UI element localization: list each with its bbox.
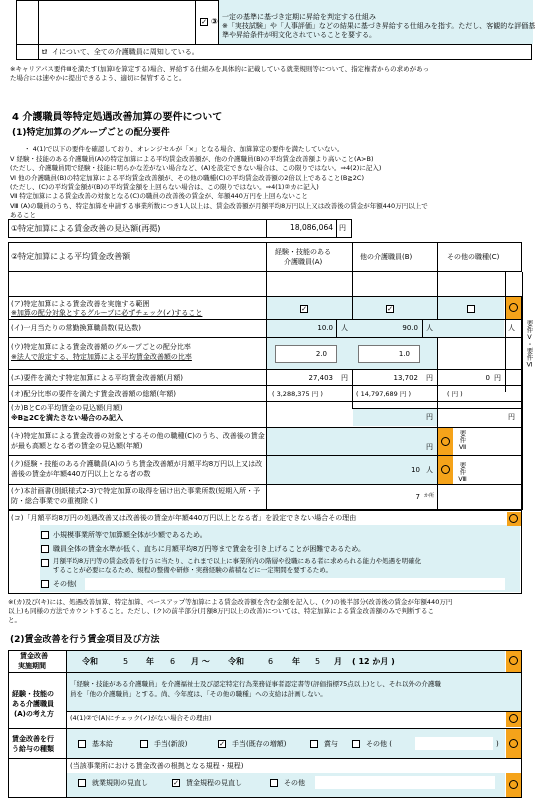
row-o-label: (オ)配分比率の要件を満たす賃金改善額の総額(年額) (11, 390, 176, 398)
row-a-check-A[interactable]: ✓ (301, 305, 307, 313)
req-line-0: ・ 4(1)で以下の要件を確認しており、オレンジセルが「×」となる場合、加算算定の要件を満たしていない。 (24, 145, 344, 153)
rule-other: その他 (284, 779, 305, 787)
colA-head-2: 介護職員(A) (284, 258, 323, 266)
concept-label-3: (A)の考え方 (14, 710, 54, 718)
item-other-close: ) (496, 740, 499, 748)
req-line-5: Ⅶ 特定加算による賃金改善の対象となる(C)の職員の改善後の賃金が、年額440万円を上回らないこと (10, 192, 308, 200)
period-label-1: 賃金改善 (20, 652, 48, 660)
row-i-label: (イ)一月当たりの常勤換算職員数(見込数) (11, 324, 141, 332)
item3-line1: 一定の基準に基づき定期に昇給を判定する仕組み (222, 13, 376, 21)
row-ko-label: (コ)「月額平均8万円の処遇改善又は改善後の賃金が年額440万円以上となる者」を設定できない場合その理由 (11, 514, 357, 522)
row-ki-cell (267, 428, 437, 455)
colA-head-1: 経験・技能のある (275, 248, 331, 256)
items-label-1: 賃金改善を行 (12, 735, 54, 743)
row-e-A: 27,403 (308, 374, 333, 382)
period-era2: 令和 (228, 657, 244, 666)
period-mlbl2: 月 (334, 657, 342, 666)
row-ku-2: 善後の賃金が年額440万円以上となる者の数 (11, 470, 151, 478)
sub1-title: (1)特定加算のグループごとの配分要件 (12, 128, 170, 138)
items-ok-icon (509, 739, 518, 748)
row-a-ok-icon (509, 303, 518, 312)
ko-option4: その他( (53, 580, 77, 588)
row-e-C: 0 (485, 374, 490, 382)
row1-value: 18,086,064 (290, 223, 333, 232)
row-a-2: ※加算の配分対象とするグループに必ずチェック(✓)すること (11, 309, 203, 317)
row-a-1: (ア)特定加算による賃金改善を実施する範囲 (11, 300, 150, 308)
req-line-2: (ただし、介護職員間で経験・技能に明らかな差がない場合など、(A)を設定できない場合は、この限りではない。⇒4(2)に記入) (10, 164, 382, 172)
career-note-1: ※キャリアパス要件Ⅲを満たす(加算Ⅰを算定する)場合、昇給する仕組みを具体的に記載している就業規則等について、指定権者からの求めがあっ (10, 65, 430, 73)
concept-ok-icon (509, 714, 518, 723)
row-a-check-B[interactable]: ✓ (387, 305, 393, 313)
period-m2: 5 (315, 657, 321, 666)
row2-label: ②特定加算による平均賃金改善額 (11, 252, 131, 261)
row-ki-1: (キ)特定加算による賃金改善の対象とするその他の職種(C)のうち、改善後の賃金 (11, 432, 265, 440)
row-ku-ok-icon (441, 465, 450, 474)
row-ki-2: が最も高額となる者の賃金の見込額(年額) (11, 442, 143, 450)
item-new-allow-check[interactable] (140, 740, 148, 748)
row1-unit: 円 (339, 224, 346, 232)
req-line-6: Ⅷ (A)の職員のうち、特定加算を申請する事業所数につき1人以上は、賃金改善額が月額平均8万円以上又は改善後の賃金が年額440万円以上で (10, 202, 428, 210)
row-ke-value: 7 (415, 493, 420, 501)
ko-option2: 職員全体の賃金水準が低く、直ちに月額平均8万円等まで賃金を引き上げることが困難であるため。 (53, 545, 366, 553)
item-other: その他 ( (366, 740, 392, 748)
row-ku-value: 10 (411, 466, 420, 474)
side-req-viii: 要件Ⅷ (458, 462, 467, 483)
item-bonus: 賞与 (324, 740, 338, 748)
footnote-3: と。 (8, 616, 21, 624)
period-y1: 5 (123, 657, 129, 666)
row-o-A: ( 3,288,375 円 ) (272, 390, 323, 398)
ko-option3-b: することが必要になるため、規程の整備や研修・実務経験の蓄積などに一定期間を要するため。 (53, 566, 332, 574)
section4-title: 4 介護職員等特定処遇改善加算の要件について (12, 112, 223, 123)
row-ko-ok-icon (509, 514, 518, 523)
footnote-1: ※(カ)及び(キ)には、処遇改善加算、特定加算、ベースアップ等加算による賃金改善額を含む金額を記入し、(ク)の後半部分(改善後の賃金が年額440万円 (8, 598, 453, 606)
row-ke-2: 防・総合事業での重複除く) (11, 497, 98, 505)
row-e-B-unit: 円 (426, 374, 433, 382)
footnote-2: 以上)も同様の方法でカウントすること。ただし、(ク)の前半部分(月額8万円以上の改善)については、特定加算による賃金改善額のみで判断するこ (8, 607, 434, 615)
row-ka-1: (カ)BとCの平均賃金の見込額(月額) (11, 404, 123, 412)
row-ki-ok-icon (441, 437, 450, 446)
period-ylbl1: 年 (146, 657, 154, 666)
ro-label: ロ (41, 48, 48, 56)
row-u-B: 1.0 (398, 350, 410, 358)
row-ku-unit: 人 (426, 466, 433, 474)
period-era1: 令和 (82, 657, 98, 666)
period-y2: 6 (268, 657, 274, 666)
period-m1: 6 (170, 657, 176, 666)
item-exist-allow-check[interactable]: ✓ (219, 740, 225, 748)
period-mlbl1: 月 〜 (191, 657, 210, 666)
row1-label: ①特定加算による賃金改善の見込額(再掲) (11, 224, 161, 233)
row-u-2: ※法人で設定する、特定加算による平均賃金改善額の比率 (11, 353, 192, 361)
ko-option1: 小規模事業所等で加算額全体が少額であるため。 (53, 531, 207, 539)
req-line-4: (ただし、(C)の平均賃金額が(B)の平均賃金額を上回らない場合は、この限りではない。⇒4(1)②カに記入) (10, 183, 319, 191)
req-line-1: Ⅴ 経験・技能のある介護職員(A)の特定加算による平均賃金改善額が、他の介護職員(B)の平均賃金改善額より高いこと(A>B) (10, 155, 374, 163)
row-i-B: 90.0 (402, 324, 418, 332)
colC-head: その他の職種(C) (447, 253, 500, 261)
item-basic: 基本給 (92, 740, 113, 748)
items-label-2: う給与の種類 (12, 745, 54, 753)
row-o-B: ( 14,797,689 円 ) (356, 390, 411, 398)
ko-option4-check[interactable] (41, 580, 49, 588)
row-i-B-unit: 人 (426, 324, 433, 332)
row-u-1: (ウ)特定加算による賃金改善額のグループごとの配分比率 (11, 343, 191, 351)
career-note-2: た場合には速やかに提出できるよう、適切に保管すること。 (10, 74, 186, 82)
req-line-7: あること (10, 211, 36, 219)
period-cell (67, 651, 505, 672)
ko-option2-check[interactable] (41, 545, 49, 553)
row-o-C: ( 円 ) (447, 390, 463, 398)
row-ka-2: ※B≧2Cを満たさない場合のみ記入 (11, 414, 124, 422)
row-i-C-unit: 人 (508, 324, 515, 332)
row-ke-unit: か所 (424, 493, 435, 499)
rule-wage: 賃金規程の見直し (186, 779, 242, 787)
period-label-2: 実施期間 (18, 662, 46, 670)
row-ki-unit: 円 (426, 443, 433, 451)
period-ok-icon (509, 656, 518, 665)
concept-label-2: ある介護職員 (12, 700, 54, 708)
concept-text-1: 「経験・技能がある介護職員」を介護福祉士及び認定特定行為業務従事者認定書等(評価指標75点以上)とし、それ以外の介護職 (70, 680, 441, 688)
rules-head: (当該事業所における賃金改善の根拠となる規程・規程) (70, 762, 244, 770)
concept-text-2: 員を「他の介護職員」とする。尚、今年度は、「その他の職種」への支給は計画しない。 (70, 690, 327, 698)
period-ylbl2: 年 (292, 657, 300, 666)
item-other-check[interactable] (352, 740, 360, 748)
row-ka-B-unit: 円 (426, 413, 433, 421)
rule-wage-check[interactable]: ✓ (173, 779, 179, 787)
sub2-title: (2)賃金改善を行う賃金項目及び方法 (10, 635, 160, 645)
rule-work: 就業規則の見直し (92, 779, 148, 787)
rule-other-check[interactable] (270, 779, 278, 787)
item3-line3: 準や昇給条件が明文化されていることを要する。 (222, 31, 376, 39)
item3-checkbox[interactable]: ✓ (201, 18, 207, 26)
rules-ok-icon (509, 780, 518, 789)
row-i-A-unit: 人 (341, 324, 348, 332)
req-line-3: Ⅵ 他の介護職員(B)の特定加算による平均賃金改善額が、その他の職種(C)の平均賃金改善額の2倍以上であること(B≧2C) (10, 174, 364, 182)
row-ku-1: (ク)経験・技能のある介護職員(A)のうち賃金改善額が月額平均8万円以上又は改 (11, 460, 263, 468)
rule-other-input[interactable] (315, 776, 495, 789)
rule-work-check[interactable] (78, 779, 86, 787)
ko-option3-check[interactable] (41, 559, 49, 567)
row-ka-C-unit: 円 (508, 413, 515, 421)
row-e-A-unit: 円 (341, 374, 348, 382)
item-exist-allow: 手当(既存の増額) (232, 740, 287, 748)
item3-line2: ※「実技試験」や「人事評価」などの結果に基づき昇給する仕組みを指す。ただし、客観的な評価基 (222, 22, 536, 30)
concept-check-note: (4(1)②で(A)にチェック(✓)がない場合その理由) (70, 714, 212, 722)
row-e-label: (エ)要件を満たす特定加算による平均賃金改善額(月額) (11, 374, 183, 382)
side-req-v-vi: 要件Ⅴ・要件Ⅵ (525, 320, 534, 369)
item3-number: ③ (211, 17, 218, 26)
concept-label-1: 経験・技能の (12, 690, 54, 698)
item-other-input[interactable] (415, 737, 493, 750)
ko-option3-a: 月額平均8万円等の賃金改善を行うに当たり、これまで以上に事業所内の階層や役職にある者に求められる能力や処遇を明確化 (53, 557, 422, 565)
item-bonus-check[interactable] (310, 740, 318, 748)
item-new-allow: 手当(新設) (154, 740, 188, 748)
ko-other-input[interactable] (85, 578, 505, 590)
row-e-C-unit: 円 (494, 374, 501, 382)
row-a-check-C[interactable] (467, 305, 475, 313)
row-ke-1: (ケ)本計画書(別紙様式2-3)で特定加算の取得を届け出た事業所数(短期入所・予 (11, 487, 261, 495)
ko-option1-check[interactable] (41, 531, 49, 539)
item-basic-check[interactable] (78, 740, 86, 748)
side-req-vii: 要件Ⅶ (458, 430, 467, 451)
row-i-A: 10.0 (317, 324, 333, 332)
colB-head: 他の介護職員(B) (360, 253, 413, 261)
period-months: ( 12 か月 ) (352, 657, 395, 666)
ro-text: イについて、全ての介護職員に周知している。 (52, 48, 199, 56)
row-ka-cells (353, 409, 437, 426)
row-u-A: 2.0 (315, 350, 327, 358)
row-e-B: 13,702 (393, 374, 418, 382)
